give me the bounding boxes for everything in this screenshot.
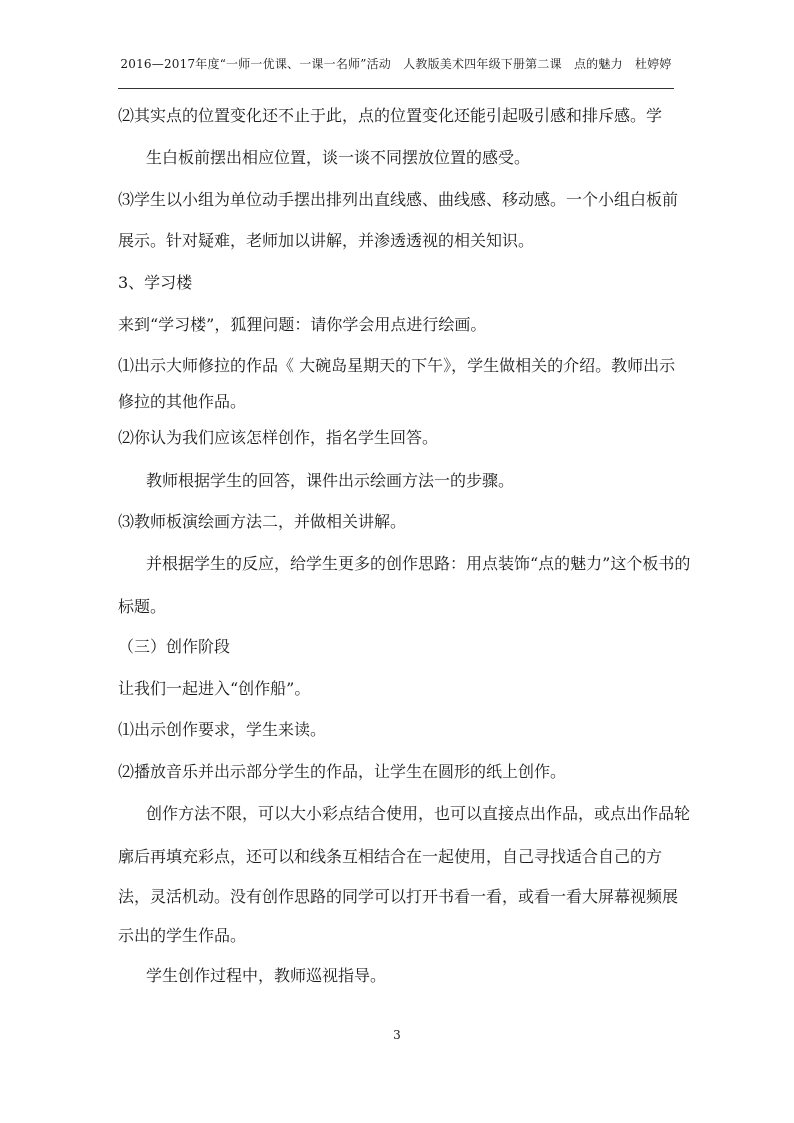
paragraph-line: 教师根据学生的回答，课件出示绘画方法一的步骤。 [146, 471, 515, 490]
paragraph-line: 展示。针对疑难，老师加以讲解，并渗透透视的相关知识。 [118, 231, 535, 250]
paragraph-line: ⑶学生以小组为单位动手摆出排列出直线感、曲线感、移动感。一个小组白板前 [118, 190, 679, 209]
paragraph-line: 学生创作过程中，教师巡视指导。 [146, 966, 387, 985]
section-heading: （三）创作阶段 [118, 637, 231, 656]
paragraph-line: 创作方法不限，可以大小彩点结合使用，也可以直接点出作品，或点出作品轮 [146, 804, 691, 823]
paragraph-line: 来到“学习楼”，狐狸问题：请你学会用点进行绘画。 [118, 315, 487, 334]
section-heading: 3、学习楼 [118, 273, 193, 292]
paragraph-line: 并根据学生的反应，给学生更多的创作思路：用点装饰“点的魅力”这个板书的 [146, 554, 691, 573]
paragraph-line: 标题。 [118, 597, 167, 616]
paragraph-line: ⑶教师板演绘画方法二，并做相关讲解。 [118, 512, 407, 531]
paragraph-line: ⑵其实点的位置变化还不止于此，点的位置变化还能引起吸引感和排斥感。学 [118, 106, 663, 125]
paragraph-line: ⑵你认为我们应该怎样创作，指名学生回答。 [118, 428, 439, 447]
paragraph-line: 示出的学生作品。 [118, 926, 247, 945]
paragraph-line: 廓后再填充彩点，还可以和线条互相结合在一起使用，自己寻找适合自己的方 [118, 847, 663, 866]
header-divider [118, 88, 674, 89]
paragraph-line: ⑴出示大师修拉的作品《 大碗岛星期天的下午》，学生做相关的介绍。教师出示 [118, 356, 676, 375]
paragraph-line: 修拉的其他作品。 [118, 392, 247, 411]
paragraph-line: 法，灵活机动。没有创作思路的同学可以打开书看一看，或看一看大屏幕视频展 [118, 887, 679, 906]
page-header: 2016—2017年度“一师一优课、一课一名师”活动 人教版美术四年级下册第二课 点的魅力 杜婷婷 [120, 57, 672, 71]
paragraph-line: ⑴出示创作要求，学生来读。 [118, 720, 327, 739]
page-number: 3 [393, 1028, 401, 1042]
paragraph-line: ⑵播放音乐并出示部分学生的作品，让学生在圆形的纸上创作。 [118, 762, 567, 781]
paragraph-line: 让我们一起进入“创作船”。 [118, 679, 311, 698]
paragraph-line: 生白板前摆出相应位置，谈一谈不同摆放位置的感受。 [146, 148, 531, 167]
